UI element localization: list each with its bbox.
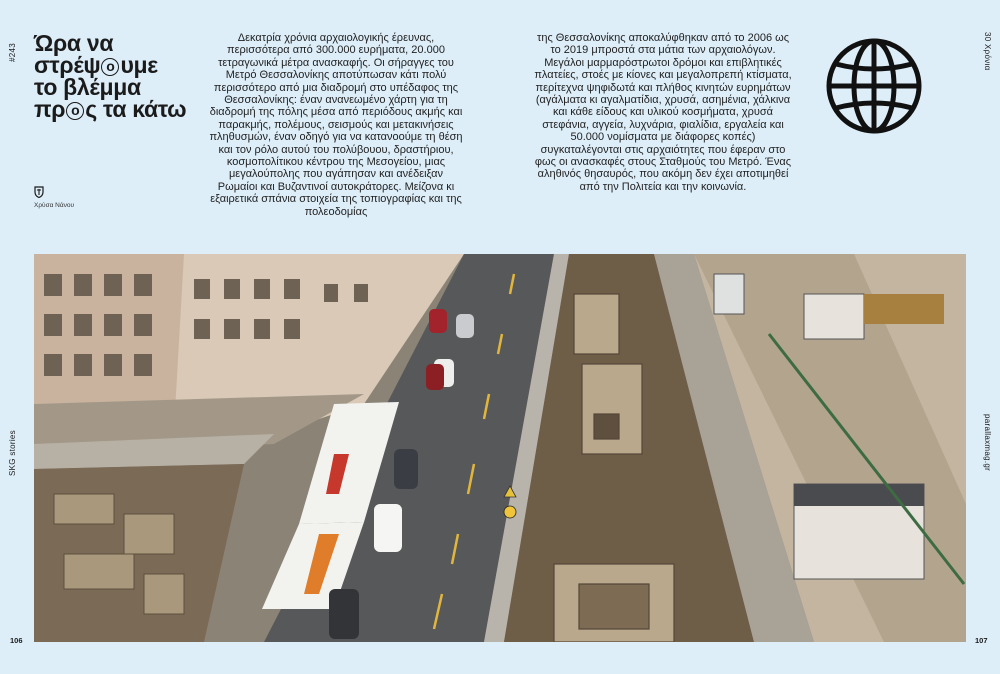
title-line: [34, 32, 204, 54]
article-title: [34, 32, 204, 120]
title-line: [34, 54, 204, 76]
title-text: υμε: [120, 52, 158, 78]
section-label-right: 30 Χρόνια: [983, 32, 992, 71]
title-text: στρέψ: [34, 52, 101, 78]
crest-icon: [34, 186, 44, 198]
title-text: ς τα κάτω: [85, 96, 187, 122]
circled-letter: ο: [101, 58, 119, 76]
title-text: το βλέμμα: [34, 74, 141, 100]
title-text: πρ: [34, 96, 66, 122]
excavation-street-photo: [34, 254, 966, 642]
section-label-left: SKG stories: [8, 430, 17, 476]
globe-icon: [824, 36, 924, 136]
author-name: Χρύσα Νάνου: [34, 202, 75, 209]
issue-number: #243: [8, 43, 17, 62]
title-text: Ώρα να: [34, 30, 114, 56]
title-line: [34, 98, 204, 120]
circled-letter: ο: [66, 102, 84, 120]
page-number-left: 106: [10, 636, 23, 645]
page-number-right: 107: [975, 636, 988, 645]
title-line: [34, 76, 204, 98]
body-text-column-1: Δεκατρία χρόνια αρχαιολογικής έρευνας, περισσότερα από 300.000 ευρήματα, 20.000 τετραγωνικά μέτρα ανασκαφής. Οι σήραγγες του Μετρό Θεσσαλονίκης αποτύπωσαν κάτι πολύ περισσότερο από μια διαδρομή στο υπέδαφος της Θεσσαλονίκης: έναν ανανεωμένο χάρτη για τη διαδρομή της πόλης μέσα από περιόδους ακμής και παρακμής, πολέμους, σεισμούς και μετακινήσεις πληθυσμών, έναν οδηγό για να κατανοούμε τη θέση και τον ρόλο αυτού του πολύβουου, δραστήριου, κοσμοπολίτικου κέντρου της Μεσογείου, μιας μεγαλούπολης που αγάπησαν και ανέδειξαν Ρωμαίοι και Βυζαντινοί αυτοκράτορες. Μείζονα κι εξαιρετικά σπάνια στοιχεία της τοπιογραφίας και της πολεοδομίας: [209, 32, 463, 218]
website-label: parallaxmag.gr: [983, 414, 992, 472]
body-text-column-2: της Θεσσαλονίκης αποκαλύφθηκαν από το 2006 ως το 2019 μπροστά στα μάτια των αρχαιολόγων. Μεγάλοι μαρμαρόστρωτοι δρόμοι και επιβλητικές πλατείες, στοές με κίονες και μεγαλοπρεπή κτίσματα, περίτεχνα ψηφιδωτά και πλήθος κινητών ευρημάτων (αγάλματα κι αγαλματίδια, χρυσά, ασημένια, χάλκινα και κάθε είδους και υλικού κοσμήματα, χρυσά στεφάνια, αγγεία, λυχνάρια, φιαλίδια, εργαλεία και 50.000 νομίσματα με διάφορες κοπές) συγκαταλέγονται στις αρχαιότητες που έφεραν στο φως οι ανασκαφές στους Σταθμούς του Μετρό. Ένας αληθινός θησαυρός, που ακόμη δεν έχει αποτιμηθεί από την Πολιτεία και την κοινωνία.: [534, 32, 792, 193]
